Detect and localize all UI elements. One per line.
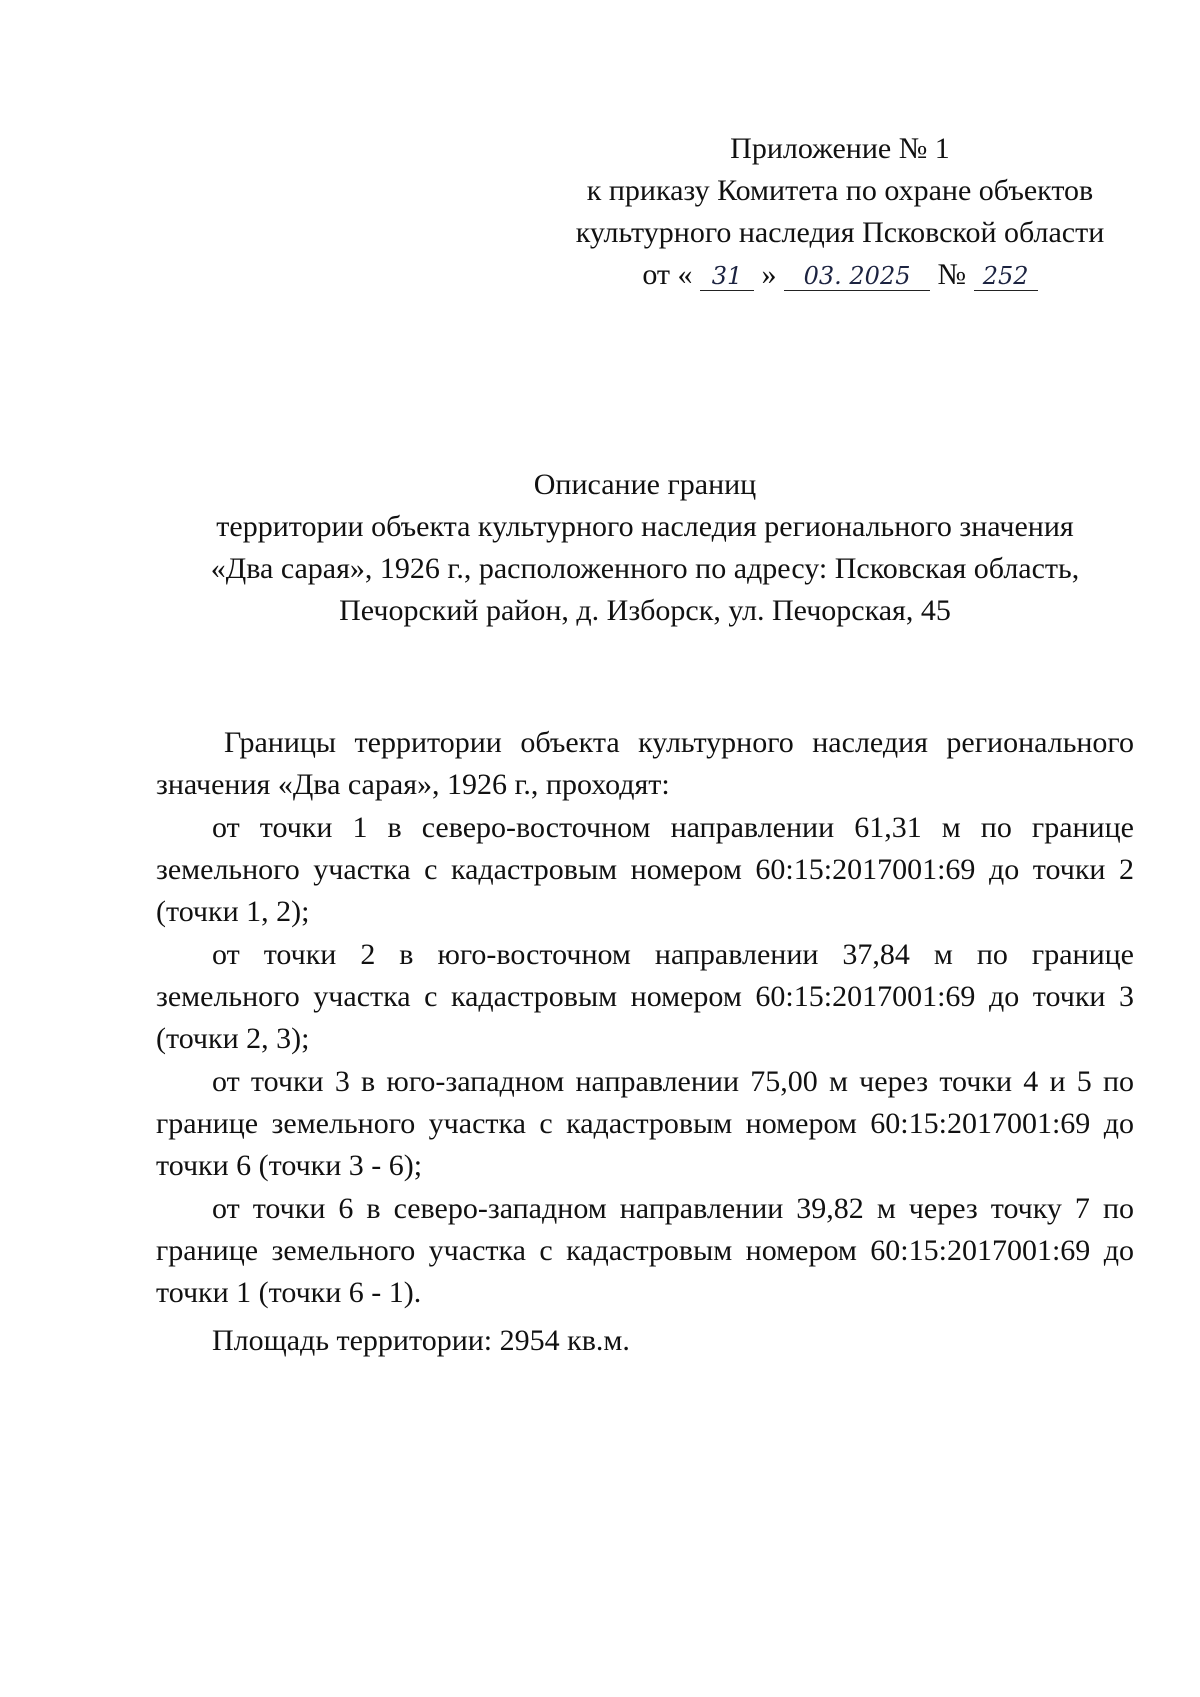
title-line-2: территории объекта культурного наследия регионального значения — [216, 510, 1074, 543]
handwritten-order-number: 252 — [974, 262, 1038, 291]
territory-area: Площадь территории: 2954 кв.м. — [212, 1324, 630, 1357]
appendix-committee-line: культурного наследия Псковской области — [575, 216, 1105, 249]
intro-paragraph: Границы территории объекта культурного наследия регионального значения «Два сарая», 1926 г., проходят: — [156, 726, 1134, 801]
boundary-description — [156, 722, 1134, 1363]
document-title — [140, 464, 1150, 632]
appendix-title: Приложение № 1 — [730, 132, 950, 165]
handwritten-month-year: 03. 2025 — [784, 262, 930, 291]
handwritten-day: 31 — [700, 262, 754, 291]
title-line-1: Описание границ — [533, 468, 757, 501]
boundary-segment: от точки 6 в северо-западном направлении 39,82 м через точку 7 по границе земельного участка с кадастровым номером 60:15:2017001:69 до точки 1 (точки 6 - 1). — [156, 1192, 1134, 1309]
title-line-3: «Два сарая», 1926 г., расположенного по адресу: Псковская область, — [210, 552, 1080, 585]
boundary-segment: от точки 2 в юго-восточном направлении 37,84 м по границе земельного участка с кадастровым номером 60:15:2017001:69 до точки 3 (точки 2, 3); — [156, 938, 1134, 1055]
number-label: № — [937, 258, 967, 291]
appendix-date-line — [560, 254, 1120, 296]
date-prefix: от « — [642, 258, 693, 291]
appendix-order-line: к приказу Комитета по охране объектов — [586, 174, 1094, 207]
date-quote-close: » — [761, 258, 777, 291]
boundary-segment: от точки 3 в юго-западном направлении 75,00 м через точки 4 и 5 по границе земельного участка с кадастровым номером 60:15:2017001:69 до точки 6 (точки 3 - 6); — [156, 1065, 1134, 1182]
appendix-header — [560, 128, 1120, 296]
title-line-4: Печорский район, д. Изборск, ул. Печорская, 45 — [339, 594, 951, 627]
boundary-segment: от точки 1 в северо-восточном направлении 61,31 м по границе земельного участка с кадастровым номером 60:15:2017001:69 до точки 2 (точки 1, 2); — [156, 811, 1134, 928]
